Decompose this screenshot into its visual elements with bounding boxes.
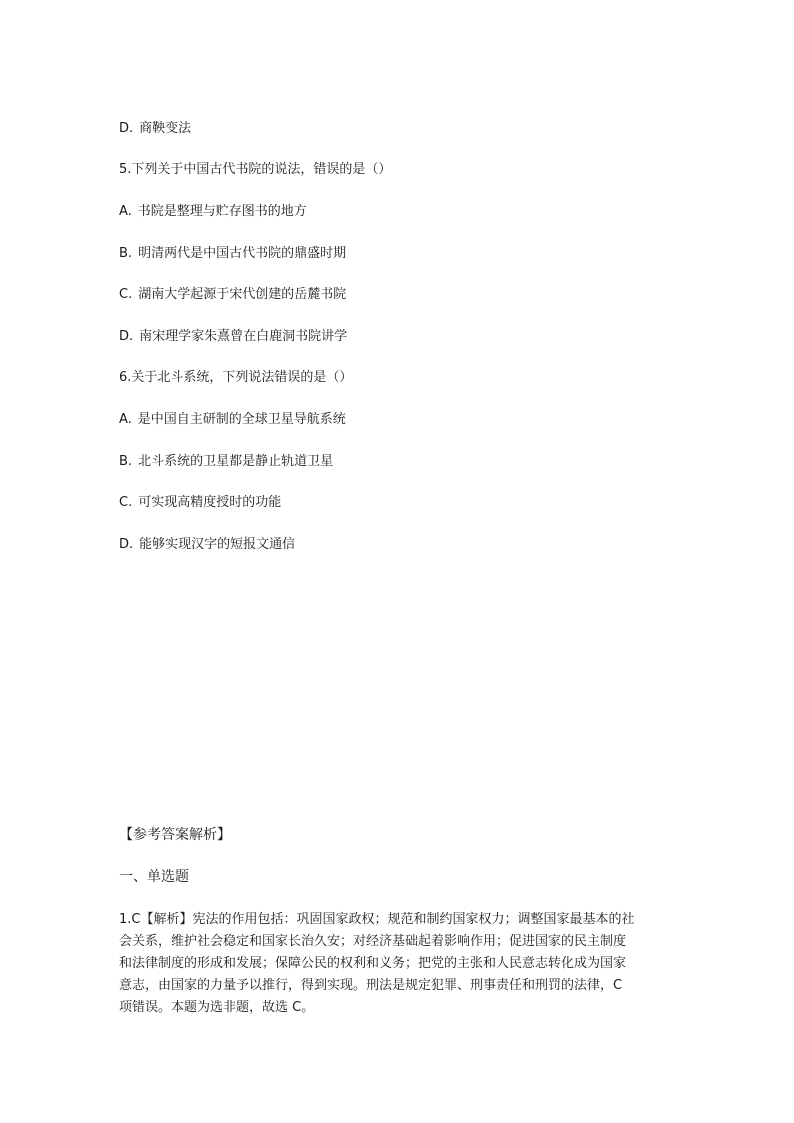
- q5-option-b: [119, 245, 346, 262]
- option-text: 湖南大学起源于宋代创建的岳麓书院: [138, 287, 347, 302]
- explanation-line: 意志，由国家的力量予以推行，得到实现。刑法是规定犯罪、刑事责任和刑罚的法律，C: [119, 978, 623, 993]
- option-letter: B.: [119, 246, 133, 261]
- option-text: 是中国自主研制的全球卫星导航系统: [137, 412, 346, 427]
- option-text: 商鞅变法: [139, 121, 192, 136]
- explanation-line: 项错误。本题为选非题，故选 C。: [119, 1000, 315, 1015]
- answers-section-title: 【参考答案解析】: [119, 827, 231, 843]
- explanation-line: 和法律制度的形成和发展；保障公民的权利和义务；把党的主张和人民意志转化成为国家: [119, 956, 627, 971]
- answers-subsection-title: 一、单选题: [119, 869, 189, 885]
- q5-stem: 5.下列关于中国古代书院的说法，错误的是（）: [119, 162, 392, 177]
- q6-option-d: [119, 536, 295, 553]
- option-text: 书院是整理与贮存图书的地方: [137, 204, 307, 219]
- option-text: 可实现高精度授时的功能: [138, 495, 282, 510]
- option-letter: D.: [119, 329, 134, 344]
- q6-stem: 6.关于北斗系统，下列说法错误的是（）: [119, 370, 353, 385]
- q6-option-b: [119, 453, 333, 470]
- option-letter: C.: [119, 495, 133, 510]
- explanation-line: 1.C【解析】宪法的作用包括：巩固国家政权；规范和制约国家权力；调整国家最基本的社: [119, 912, 635, 927]
- option-text: 北斗系统的卫星都是静止轨道卫星: [138, 454, 334, 469]
- option-text: 能够实现汉字的短报文通信: [139, 537, 296, 552]
- option-text: 明清两代是中国古代书院的鼎盛时期: [138, 246, 347, 261]
- q4-option-d: [119, 120, 191, 137]
- option-letter: A.: [119, 204, 132, 219]
- option-letter: D.: [119, 537, 134, 552]
- option-letter: C.: [119, 287, 133, 302]
- answer-explanation: [119, 909, 679, 1019]
- q5-option-d: [119, 328, 347, 345]
- option-letter: D.: [119, 121, 134, 136]
- q5-option-a: [119, 203, 307, 220]
- q6-option-c: [119, 494, 281, 511]
- q5-option-c: [119, 286, 346, 303]
- explanation-line: 会关系，维护社会稳定和国家长治久安；对经济基础起着影响作用；促进国家的民主制度: [119, 934, 627, 949]
- option-letter: B.: [119, 454, 133, 469]
- option-text: 南宋理学家朱熹曾在白鹿洞书院讲学: [139, 329, 348, 344]
- option-letter: A.: [119, 412, 132, 427]
- q6-option-a: [119, 411, 346, 428]
